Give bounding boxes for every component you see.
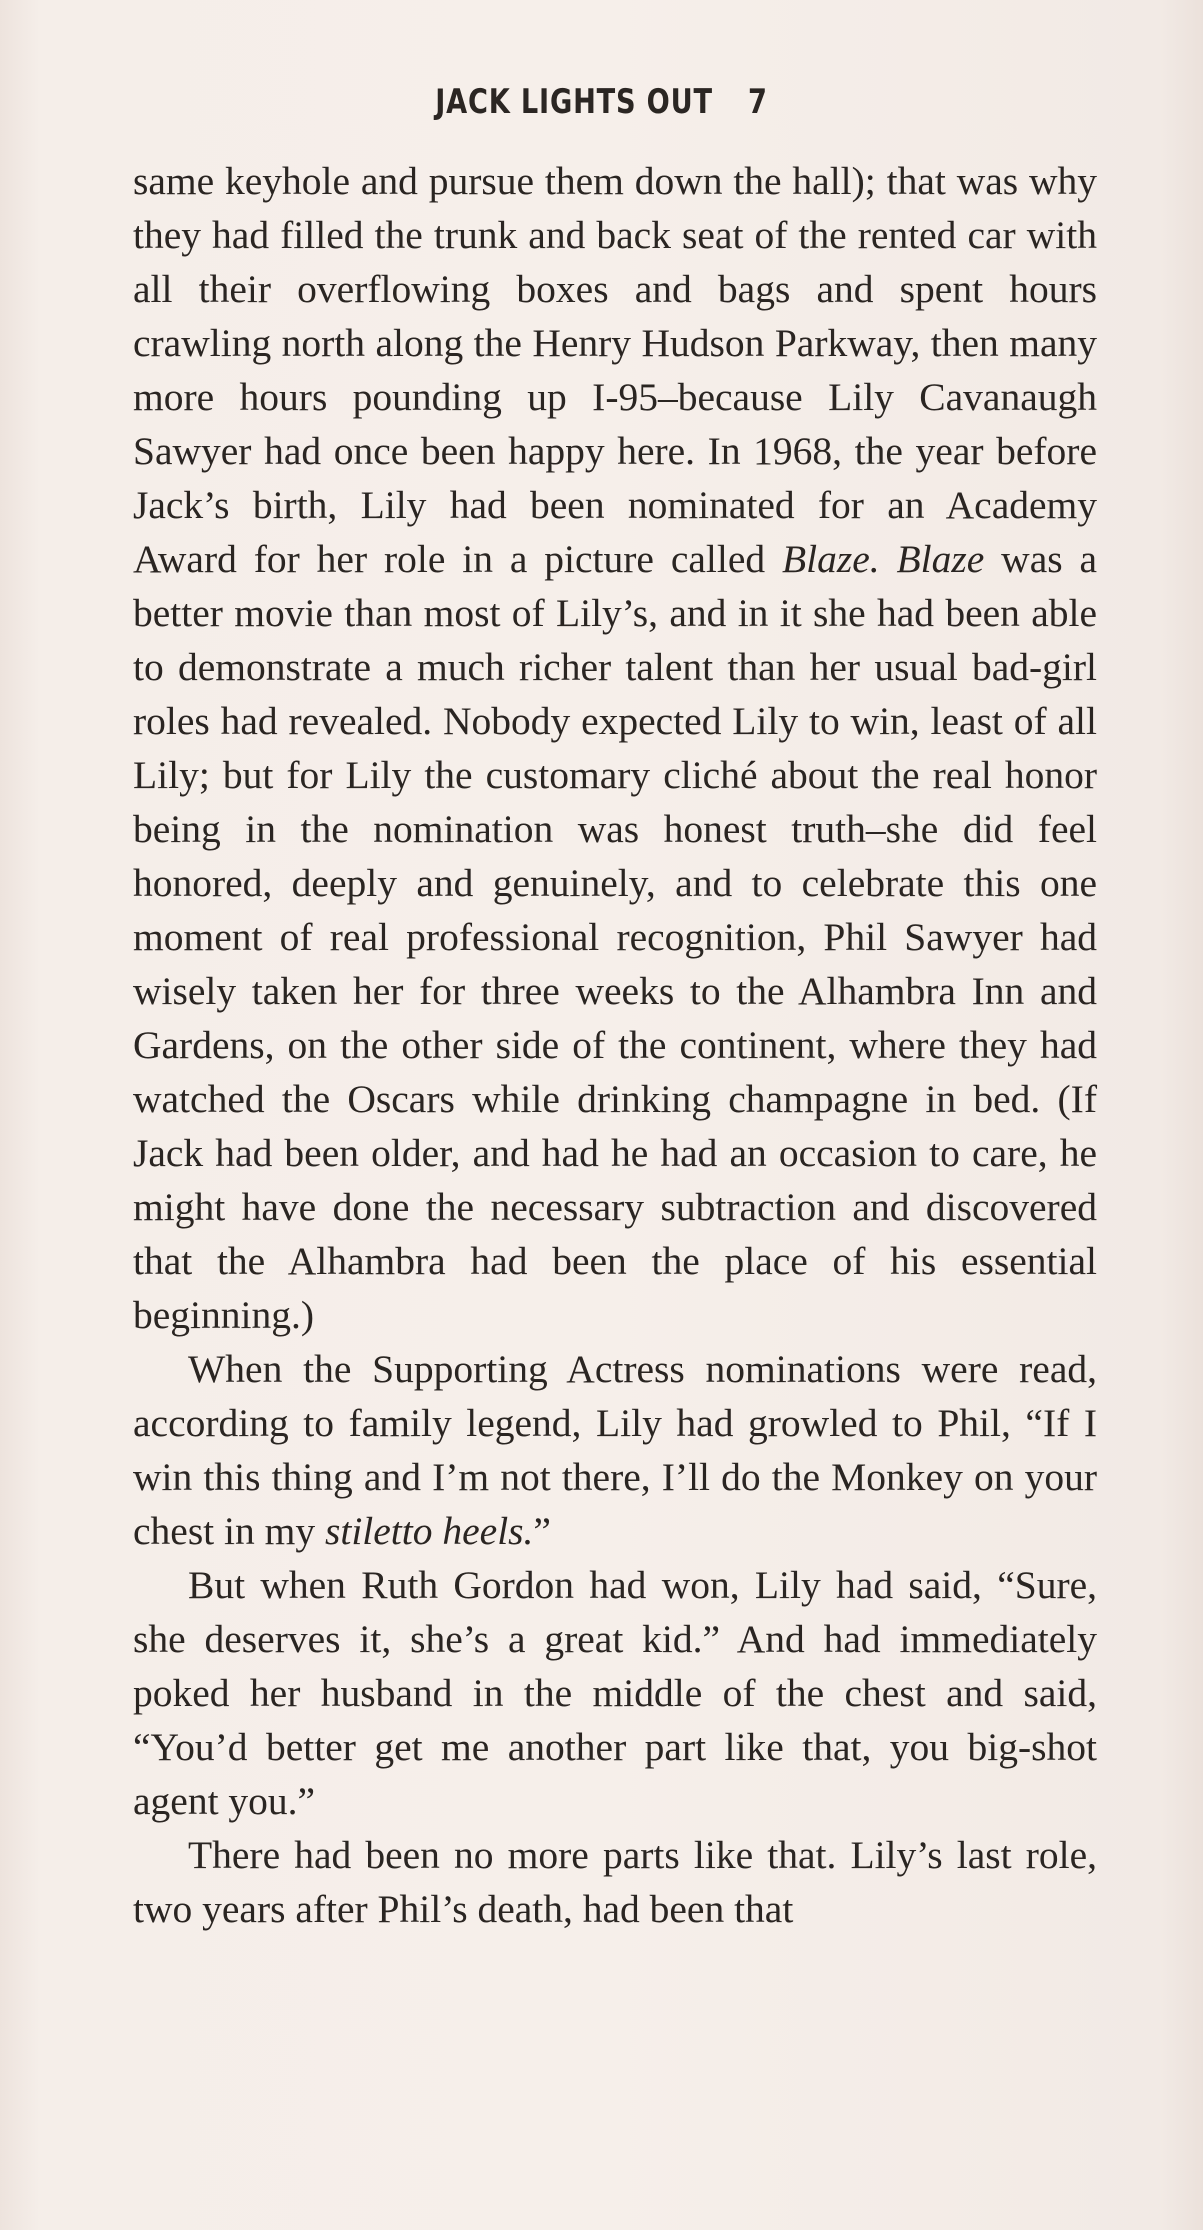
italic-title-blaze: Blaze. bbox=[782, 537, 880, 581]
paragraph-2-close-quote: ” bbox=[533, 1509, 551, 1553]
paragraph-4: There had been no more parts like that. Lily’s last role, two years after Phil’s death, had been that bbox=[133, 1833, 1097, 1931]
paragraph-1 bbox=[133, 154, 1097, 1342]
body-text bbox=[133, 154, 1097, 1936]
page-number: 7 bbox=[748, 82, 768, 122]
paragraph-3: But when Ruth Gordon had won, Lily had said, “Sure, she deserves it, she’s a great kid.” And had immediately poked her husband in the middle of the chest and said, “You’d better get me another part like that, you big-shot agent you.” bbox=[133, 1563, 1097, 1823]
running-head bbox=[120, 82, 1082, 122]
running-head-title: JACK LIGHTS OUT bbox=[435, 82, 713, 122]
italic-title-blaze-2: Blaze bbox=[896, 537, 985, 581]
paragraph-1-continued: was a better movie than most of Lily’s, and in it she had been able to demonstrate a much richer talent than her usual bad-girl roles had revealed. Nobody expected Lily to win, least of all Lily; but for Lily the customary cliché about the real honor being in the nomination was honest truth–she did feel honored, deeply and genuinely, and to celebrate this one moment of real professional recognition, Phil Sawyer had wisely taken her for three weeks to the Alhambra Inn and Gardens, on the other side of the continent, where they had watched the Oscars while drinking champagne in bed. (If Jack had been older, and had he had an occasion to care, he might have done the necessary subtraction and discovered that the Alhambra had been the place of his essential beginning.) bbox=[133, 537, 1098, 1337]
paragraph-2 bbox=[133, 1342, 1097, 1558]
italic-stiletto-heels: stiletto heels. bbox=[324, 1509, 534, 1553]
paragraph-2-text: When the Supporting Actress nominations were read, according to family legend, Lily had growled to Phil, “If I win this thing and I’m not there, I’ll do the Monkey on your chest in my bbox=[133, 1347, 1097, 1553]
paragraph-1-space bbox=[880, 537, 897, 581]
paragraph-1-text: same keyhole and pursue them down the hall); that was why they had filled the trunk and back seat of the rented car with all their overflowing boxes and bags and spent hours crawling north along the Henry Hudson Parkway, then many more hours pounding up I-95–because Lily Cavanaugh Sawyer had once been happy here. In 1968, the year before Jack’s birth, Lily had been nominated for an Academy Award for her role in a picture called bbox=[133, 159, 1097, 581]
